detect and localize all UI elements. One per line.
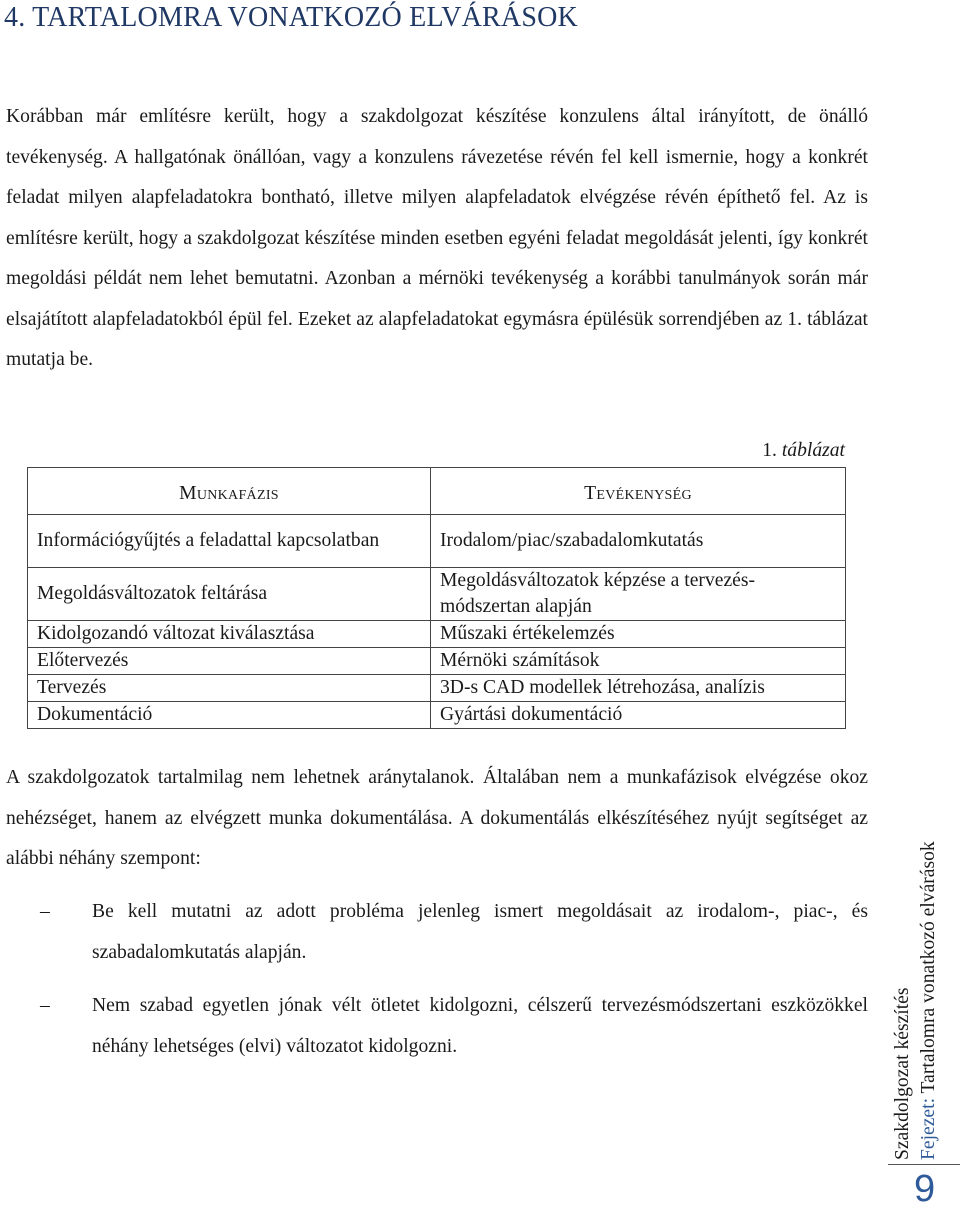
table-caption <box>600 440 845 462</box>
table-cell-activity: 3D-s CAD modellek létrehozása, analízis <box>431 675 846 702</box>
dash-bullet-icon: – <box>40 901 50 922</box>
summary-paragraph: A szakdolgozatok tartalmilag nem lehetnek aránytalanok. Általában nem a munkafázisok elvégzése okoz nehézséget, hanem az elvégzett munka dokumentálása. A dokumentálás elkészítéséhez nyújt segítséget az alábbi néhány szempont: <box>6 767 868 869</box>
table-cell-activity: Műszaki értékelemzés <box>431 621 846 648</box>
list-item <box>40 986 868 1067</box>
side-running-header <box>890 780 960 1160</box>
footer-divider <box>888 1164 960 1165</box>
table-cell-activity: Mérnöki számítások <box>431 648 846 675</box>
table-cell-phase: Tervezés <box>28 675 431 702</box>
table-caption-label: táblázat <box>781 440 845 461</box>
table-row <box>28 515 846 568</box>
side-document-title: Szakdolgozat készítés <box>892 987 913 1160</box>
table-row <box>28 648 846 675</box>
work-phase-table <box>27 467 846 729</box>
guideline-list <box>40 892 868 1080</box>
table-cell-phase: Információgyűjtés a feladattal kapcsolatban <box>28 515 431 568</box>
table-row <box>28 568 846 621</box>
table-cell-phase: Előtervezés <box>28 648 431 675</box>
table-cell-activity: Megoldásváltozatok képzése a tervezésmódszertan alapján <box>431 568 846 621</box>
list-item-text: Nem szabad egyetlen jónak vélt ötletet kidolgozni, célszerű tervezésmódszertani eszközökkel néhány lehetséges (elvi) változatot kidolgozni. <box>92 995 868 1057</box>
table-cell-activity: Irodalom/piac/szabadalomkutatás <box>431 515 846 568</box>
table-header-phase: Munkafázis <box>28 468 431 515</box>
side-chapter-line <box>916 780 942 1160</box>
table-row <box>28 621 846 648</box>
table-cell-phase: Megoldásváltozatok feltárása <box>28 568 431 621</box>
table-row <box>28 702 846 729</box>
table-caption-number: 1. <box>762 440 777 461</box>
table-cell-phase: Dokumentáció <box>28 702 431 729</box>
side-chapter-title: Tartalomra vonatkozó elvárások <box>918 841 939 1094</box>
side-chapter-label: Fejezet: <box>918 1097 939 1160</box>
table-header-activity: Tevékenység <box>431 468 846 515</box>
page-number: 9 <box>914 1168 936 1210</box>
section-heading-text: 4. TARTALOMRA VONATKOZÓ ELVÁRÁSOK <box>4 2 578 33</box>
table-row <box>28 675 846 702</box>
list-item <box>40 892 868 973</box>
dash-bullet-icon: – <box>40 995 50 1016</box>
table-cell-activity: Gyártási dokumentáció <box>431 702 846 729</box>
table-cell-phase: Kidolgozandó változat kiválasztása <box>28 621 431 648</box>
list-item-text: Be kell mutatni az adott probléma jelenleg ismert megoldásait az irodalom-, piac-, és szabadalomkutatás alapján. <box>92 901 868 963</box>
intro-paragraph: Korábban már említésre került, hogy a szakdolgozat készítése konzulens által irányított, de önálló tevékenység. A hallgatónak önállóan, vagy a konzulens rávezetése révén fel kell ismernie, hogy a konkrét feladat milyen alapfeladatokra bontható, illetve milyen alapfeladatok elvégzése révén építhető fel. Az is említésre került, hogy a szakdolgozat készítése minden esetben egyéni feladat megoldását jelenti, így konkrét megoldási példát nem lehet bemutatni. Azonban a mérnöki tevékenység a korábbi tanulmányok során már elsajátított alapfeladatokból épül fel. Ezeket az alapfeladatokat egymásra épülésük sorrendjében az 1. táblázat mutatja be. <box>6 106 868 370</box>
section-heading <box>4 2 578 34</box>
